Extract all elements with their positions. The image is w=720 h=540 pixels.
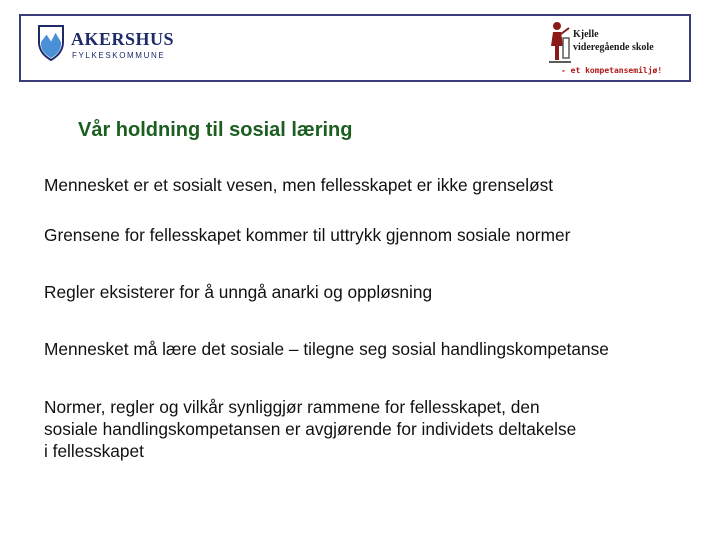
kjelle-name-line1: Kjelle	[573, 29, 599, 40]
header-banner	[19, 14, 691, 82]
coat-of-arms-icon	[37, 24, 65, 62]
akershus-name: AKERSHUS	[71, 29, 175, 49]
kjelle-name-line2: videregående skole	[573, 42, 654, 53]
point-3: Regler eksisterer for å unngå anarki og oppløsning	[44, 282, 433, 302]
point-2: Grensene for fellesskapet kommer til uttrykk gjennom sosiale normer	[44, 225, 571, 245]
point-5: Normer, regler og vilkår synliggjør rammene for fellesskapet, den sosiale handlingskompetansen er avgjørende for individets deltakelse i fellesskapet	[44, 397, 577, 461]
school-figure-icon	[547, 20, 573, 66]
kjelle-tagline: - et kompetansemiljø!	[561, 66, 663, 75]
point-4: Mennesket må lære det sosiale – tilegne seg sosial handlingskompetanse	[44, 339, 609, 359]
slide-title: Vår holdning til sosial læring	[78, 119, 353, 141]
akershus-sub: FYLKESKOMMUNE	[72, 51, 166, 60]
point-1: Mennesket er et sosialt vesen, men fellesskapet er ikke grenseløst	[44, 175, 554, 195]
kjelle-logo	[547, 20, 687, 78]
akershus-logo	[37, 24, 197, 70]
